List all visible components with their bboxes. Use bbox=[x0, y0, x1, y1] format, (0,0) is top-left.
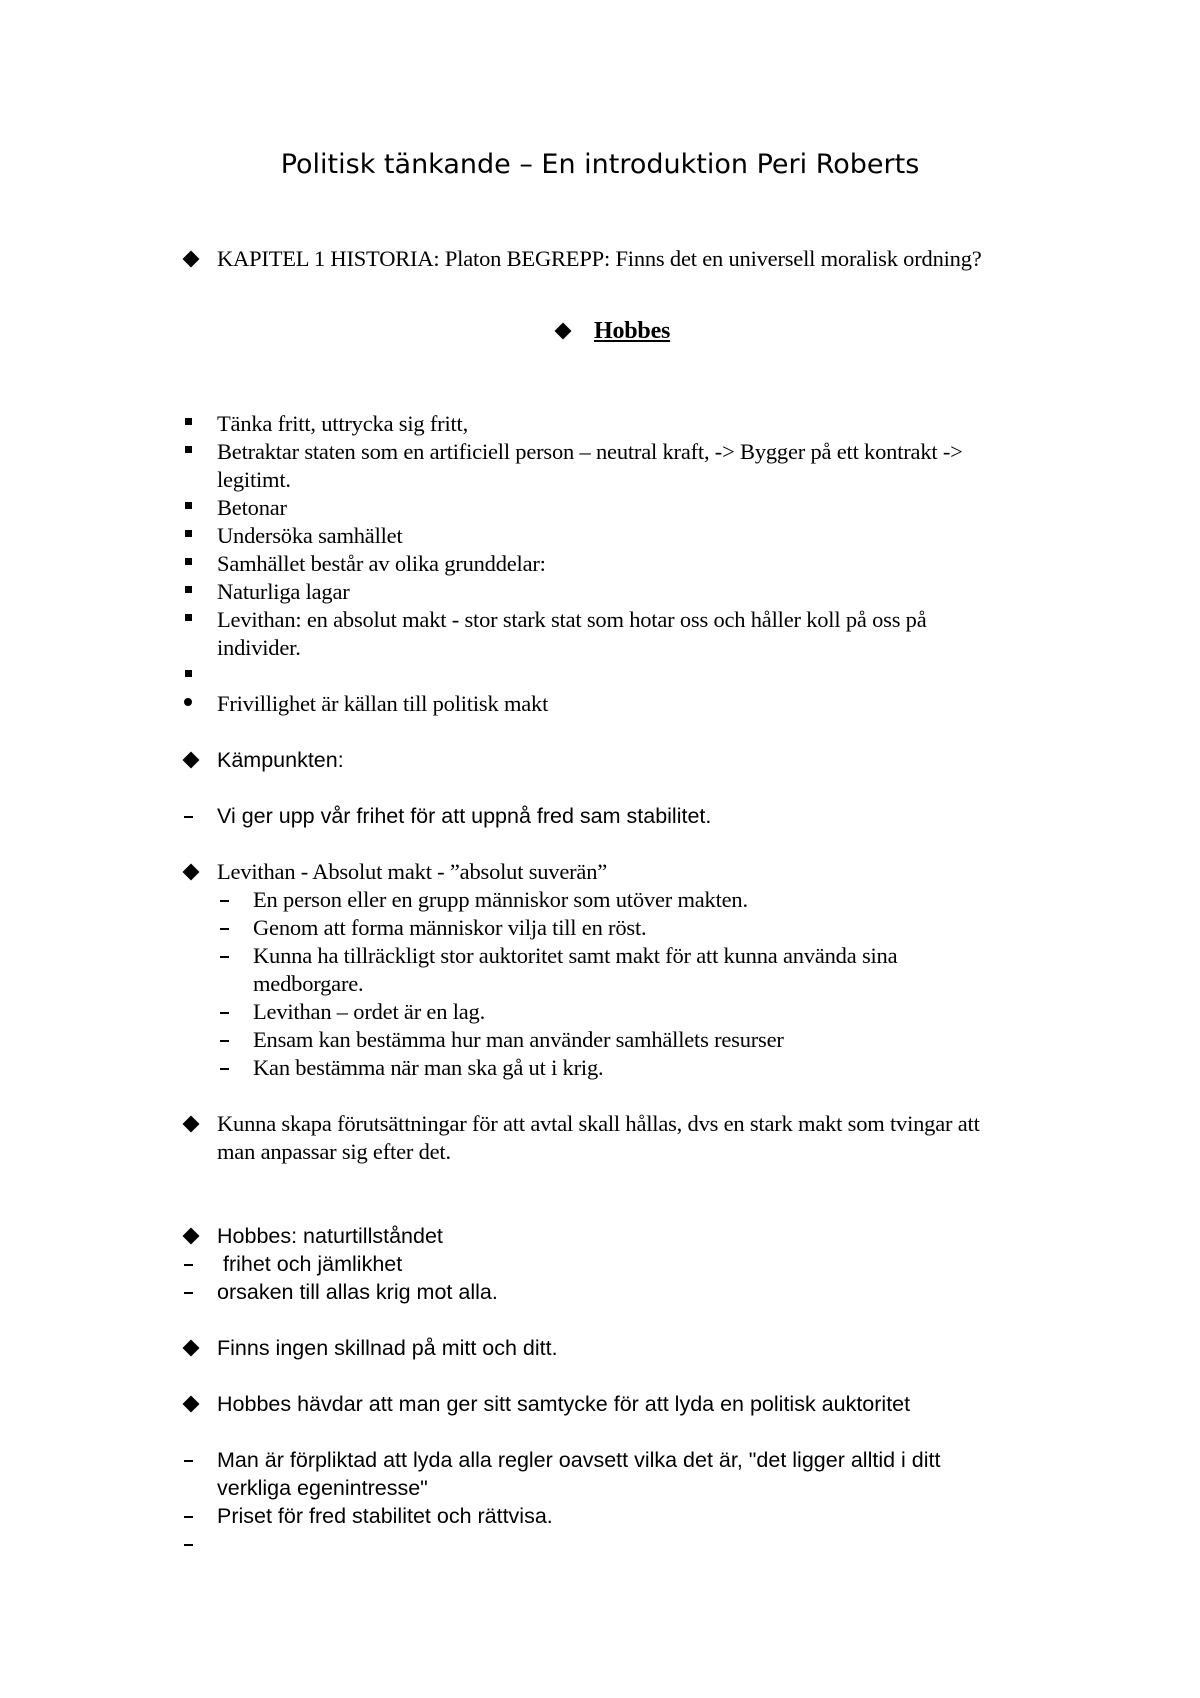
chapter-line: KAPITEL 1 HISTORIA: Platon BEGREPP: Finns det en universell moralisk ordning? bbox=[217, 246, 982, 271]
page-title: Politisk tänkande – En introduktion Peri Roberts bbox=[280, 149, 920, 180]
square-bullet-icon bbox=[185, 558, 192, 565]
square-bullet-icon bbox=[185, 530, 192, 537]
dash-item: Kunna ha tillräckligt stor auktoritet samt makt för att kunna använda sina bbox=[253, 943, 898, 968]
dash-item-continuation: verkliga egenintresse" bbox=[217, 1476, 428, 1500]
dash-bullet-icon bbox=[220, 928, 229, 930]
diamond-bullet-icon bbox=[183, 1340, 200, 1357]
square-bullet-icon bbox=[185, 502, 192, 509]
list-item: Betraktar staten som en artificiell person – neutral kraft, -> Bygger på ett kontrakt -> bbox=[217, 439, 963, 464]
dash-bullet-icon bbox=[220, 1012, 229, 1014]
square-bullet-icon bbox=[185, 586, 192, 593]
list-item: Naturliga lagar bbox=[217, 579, 350, 604]
kampunkten-label: Kämpunkten: bbox=[217, 748, 344, 772]
list-item-continuation: individer. bbox=[217, 635, 301, 660]
list-item-continuation: legitimt. bbox=[217, 467, 291, 492]
dash-bullet-icon bbox=[220, 900, 229, 902]
dash-item: Vi ger upp vår frihet för att uppnå fred sam stabilitet. bbox=[217, 804, 712, 828]
dash-bullet-icon bbox=[184, 1264, 193, 1266]
dash-bullet-icon bbox=[220, 1068, 229, 1070]
diamond-bullet-icon bbox=[183, 1396, 200, 1413]
dash-item: orsaken till allas krig mot alla. bbox=[217, 1280, 498, 1304]
dash-bullet-icon bbox=[220, 956, 229, 958]
dash-item: Kan bestämma när man ska gå ut i krig. bbox=[253, 1055, 604, 1080]
diamond-bullet-icon bbox=[183, 864, 200, 881]
paragraph-line: Kunna skapa förutsättningar för att avtal skall hållas, dvs en stark makt som tvingar att bbox=[217, 1111, 980, 1136]
dash-item: frihet och jämlikhet bbox=[217, 1252, 403, 1276]
square-bullet-icon bbox=[185, 418, 192, 425]
diamond-bullet-icon bbox=[183, 1116, 200, 1133]
paragraph-line: Hobbes hävdar att man ger sitt samtycke för att lyda en politisk auktoritet bbox=[217, 1392, 911, 1416]
section-heading: Hobbes bbox=[594, 318, 671, 344]
dash-bullet-icon bbox=[184, 1516, 193, 1518]
list-item: Tänka fritt, uttrycka sig fritt, bbox=[217, 411, 469, 436]
levithan-label: Levithan - Absolut makt - ”absolut suverän” bbox=[217, 859, 608, 884]
list-item: Undersöka samhället bbox=[217, 523, 403, 548]
square-bullet-icon bbox=[185, 670, 192, 677]
square-bullet-icon bbox=[185, 614, 192, 621]
dash-item: Priset för fred stabilitet och rättvisa. bbox=[217, 1504, 553, 1528]
diamond-bullet-icon bbox=[183, 752, 200, 769]
diamond-bullet-icon bbox=[183, 1228, 200, 1245]
dash-bullet-icon bbox=[184, 816, 193, 818]
dash-item-continuation: medborgare. bbox=[253, 971, 364, 996]
dash-item: Genom att forma människor vilja till en röst. bbox=[253, 915, 647, 940]
dot-bullet-icon bbox=[184, 698, 192, 706]
dash-item: Man är förpliktad att lyda alla regler oavsett vilka det är, "det ligger alltid i ditt bbox=[217, 1448, 941, 1472]
dash-bullet-icon bbox=[184, 1544, 193, 1546]
list-item: Frivillighet är källan till politisk makt bbox=[217, 691, 549, 716]
list-item: Levithan: en absolut makt - stor stark stat som hotar oss och håller koll på oss på bbox=[217, 607, 927, 632]
dash-bullet-icon bbox=[184, 1460, 193, 1462]
paragraph-line: Finns ingen skillnad på mitt och ditt. bbox=[217, 1336, 558, 1360]
diamond-bullet-icon bbox=[555, 323, 572, 340]
naturtillstandet-label: Hobbes: naturtillståndet bbox=[217, 1224, 443, 1248]
paragraph-line: man anpassar sig efter det. bbox=[217, 1139, 451, 1164]
square-bullet-icon bbox=[185, 446, 192, 453]
dash-item: En person eller en grupp människor som utöver makten. bbox=[253, 887, 748, 912]
dash-item: Levithan – ordet är en lag. bbox=[253, 999, 486, 1024]
list-item: Samhället består av olika grunddelar: bbox=[217, 551, 546, 576]
dash-item: Ensam kan bestämma hur man använder samhällets resurser bbox=[253, 1027, 784, 1052]
list-item: Betonar bbox=[217, 495, 287, 520]
dash-bullet-icon bbox=[220, 1040, 229, 1042]
diamond-bullet-icon bbox=[183, 251, 200, 268]
dash-bullet-icon bbox=[184, 1292, 193, 1294]
